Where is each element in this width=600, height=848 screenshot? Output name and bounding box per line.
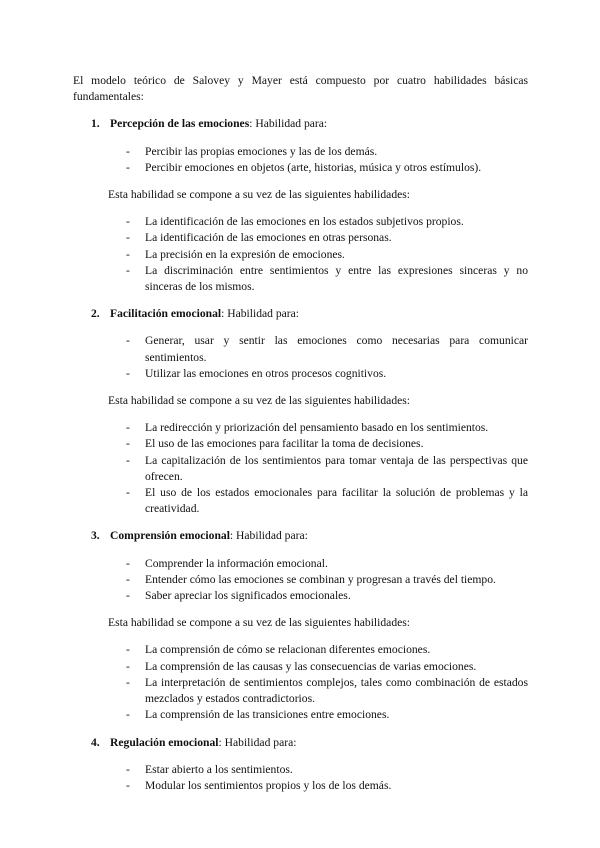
dash-bullet: - [126, 144, 130, 158]
dash-bullet: - [126, 334, 130, 348]
list-item-text: Entender cómo las emociones se combinan y progresan a través del tiempo. [145, 572, 496, 586]
list-item-text: La discriminación entre sentimientos y entre las expresiones sinceras y no sinceras de los mismos. [145, 263, 528, 294]
dash-bullet: - [126, 556, 130, 570]
dash-bullet: - [126, 421, 130, 435]
list-item [73, 144, 528, 160]
section-heading [73, 735, 528, 751]
section-1 [73, 116, 528, 295]
section-suffix: : Habilidad para: [249, 117, 328, 131]
list-item [73, 247, 528, 263]
list-item-text: Generar, usar y sentir las emociones como necesarias para comunicar sentimientos. [145, 334, 528, 364]
list-item [73, 160, 528, 176]
list-item [73, 778, 528, 794]
section-title: Regulación emocional [110, 735, 219, 749]
sub-abilities-intro: Esta habilidad se compone a su vez de las siguientes habilidades: [108, 188, 410, 202]
dash-bullet: - [126, 572, 130, 586]
dash-bullet: - [126, 160, 130, 174]
list-item-text: La identificación de las emociones en otras personas. [145, 231, 392, 245]
list-item [73, 762, 528, 778]
section-heading [73, 116, 528, 132]
sub-ability-list [73, 420, 528, 517]
list-item-text: El uso de las emociones para facilitar la toma de decisiones. [145, 437, 424, 451]
list-item-text: La precisión en la expresión de emociones. [145, 247, 345, 261]
list-item [73, 707, 528, 723]
dash-bullet: - [126, 589, 130, 603]
list-item-text: La comprensión de las causas y las consecuencias de varias emociones. [145, 659, 477, 673]
list-item [73, 436, 528, 452]
list-item-text: La redirección y priorización del pensamiento basado en los sentimientos. [145, 421, 489, 435]
dash-bullet: - [126, 486, 130, 500]
list-item [73, 263, 528, 295]
dash-bullet: - [126, 453, 130, 467]
dash-bullet: - [126, 675, 130, 689]
ability-list [73, 333, 528, 382]
list-item [73, 214, 528, 230]
list-item [73, 366, 528, 382]
dash-bullet: - [126, 659, 130, 673]
list-item [73, 556, 528, 572]
list-item-text: El uso de los estados emocionales para facilitar la solución de problemas y la creatividad. [145, 486, 528, 516]
dash-bullet: - [126, 215, 130, 229]
list-item [73, 588, 528, 604]
ability-list [73, 762, 528, 794]
ability-list [73, 144, 528, 176]
list-item [73, 485, 528, 517]
list-item-text: La interpretación de sentimientos complejos, tales como combinación de estados mezclados y estados contradictorios. [145, 675, 528, 706]
list-item [73, 572, 528, 588]
list-item-text: Saber apreciar los significados emocionales. [145, 589, 351, 603]
list-item-text: La identificación de las emociones en los estados subjetivos propios. [145, 215, 464, 229]
list-item-text: Percibir emociones en objetos (arte, historias, música y otros estímulos). [145, 160, 482, 174]
section-number: 1. [91, 117, 100, 131]
section-number: 3. [91, 529, 100, 543]
section-title: Facilitación emocional [110, 307, 222, 321]
dash-bullet: - [126, 366, 130, 380]
list-item [73, 230, 528, 246]
list-item-text: La capitalización de los sentimientos para tomar ventaja de las perspectivas que ofrecen. [145, 453, 528, 483]
list-item [73, 675, 528, 707]
section-suffix: : Habilidad para: [229, 529, 308, 543]
list-item [73, 333, 528, 365]
list-item [73, 453, 528, 485]
list-item-text: La comprensión de cómo se relacionan diferentes emociones. [145, 643, 431, 657]
sub-abilities-intro: Esta habilidad se compone a su vez de las siguientes habilidades: [108, 394, 410, 408]
dash-bullet: - [126, 643, 130, 657]
dash-bullet: - [126, 762, 130, 776]
list-item [73, 659, 528, 675]
list-item-text: Estar abierto a los sentimientos. [145, 762, 293, 776]
list-item-text: Percibir las propias emociones y las de los demás. [145, 144, 378, 158]
section-suffix: : Habilidad para: [221, 307, 300, 321]
section-heading [73, 528, 528, 544]
dash-bullet: - [126, 263, 130, 277]
dash-bullet: - [126, 247, 130, 261]
section-2 [73, 306, 528, 517]
section-4 [73, 735, 528, 795]
list-item [73, 420, 528, 436]
section-title: Comprensión emocional [110, 529, 230, 543]
document-page [73, 73, 528, 805]
list-item-text: La comprensión de las transiciones entre emociones. [145, 708, 390, 722]
sub-abilities-intro: Esta habilidad se compone a su vez de las siguientes habilidades: [108, 616, 410, 630]
dash-bullet: - [126, 437, 130, 451]
list-item [73, 642, 528, 658]
section-heading [73, 306, 528, 322]
list-item-text: Comprender la información emocional. [145, 556, 328, 570]
ability-list [73, 556, 528, 605]
intro-paragraph: El modelo teórico de Salovey y Mayer está compuesto por cuatro habilidades básicas fundamentales: [73, 74, 528, 104]
dash-bullet: - [126, 708, 130, 722]
sub-ability-list [73, 214, 528, 295]
list-item-text: Modular los sentimientos propios y los de los demás. [145, 778, 392, 792]
section-number: 4. [91, 735, 100, 749]
dash-bullet: - [126, 778, 130, 792]
sub-ability-list [73, 642, 528, 723]
section-3 [73, 528, 528, 723]
dash-bullet: - [126, 231, 130, 245]
list-item-text: Utilizar las emociones en otros procesos cognitivos. [145, 366, 387, 380]
section-number: 2. [91, 307, 100, 321]
section-title: Percepción de las emociones [110, 117, 250, 131]
section-suffix: : Habilidad para: [218, 735, 297, 749]
